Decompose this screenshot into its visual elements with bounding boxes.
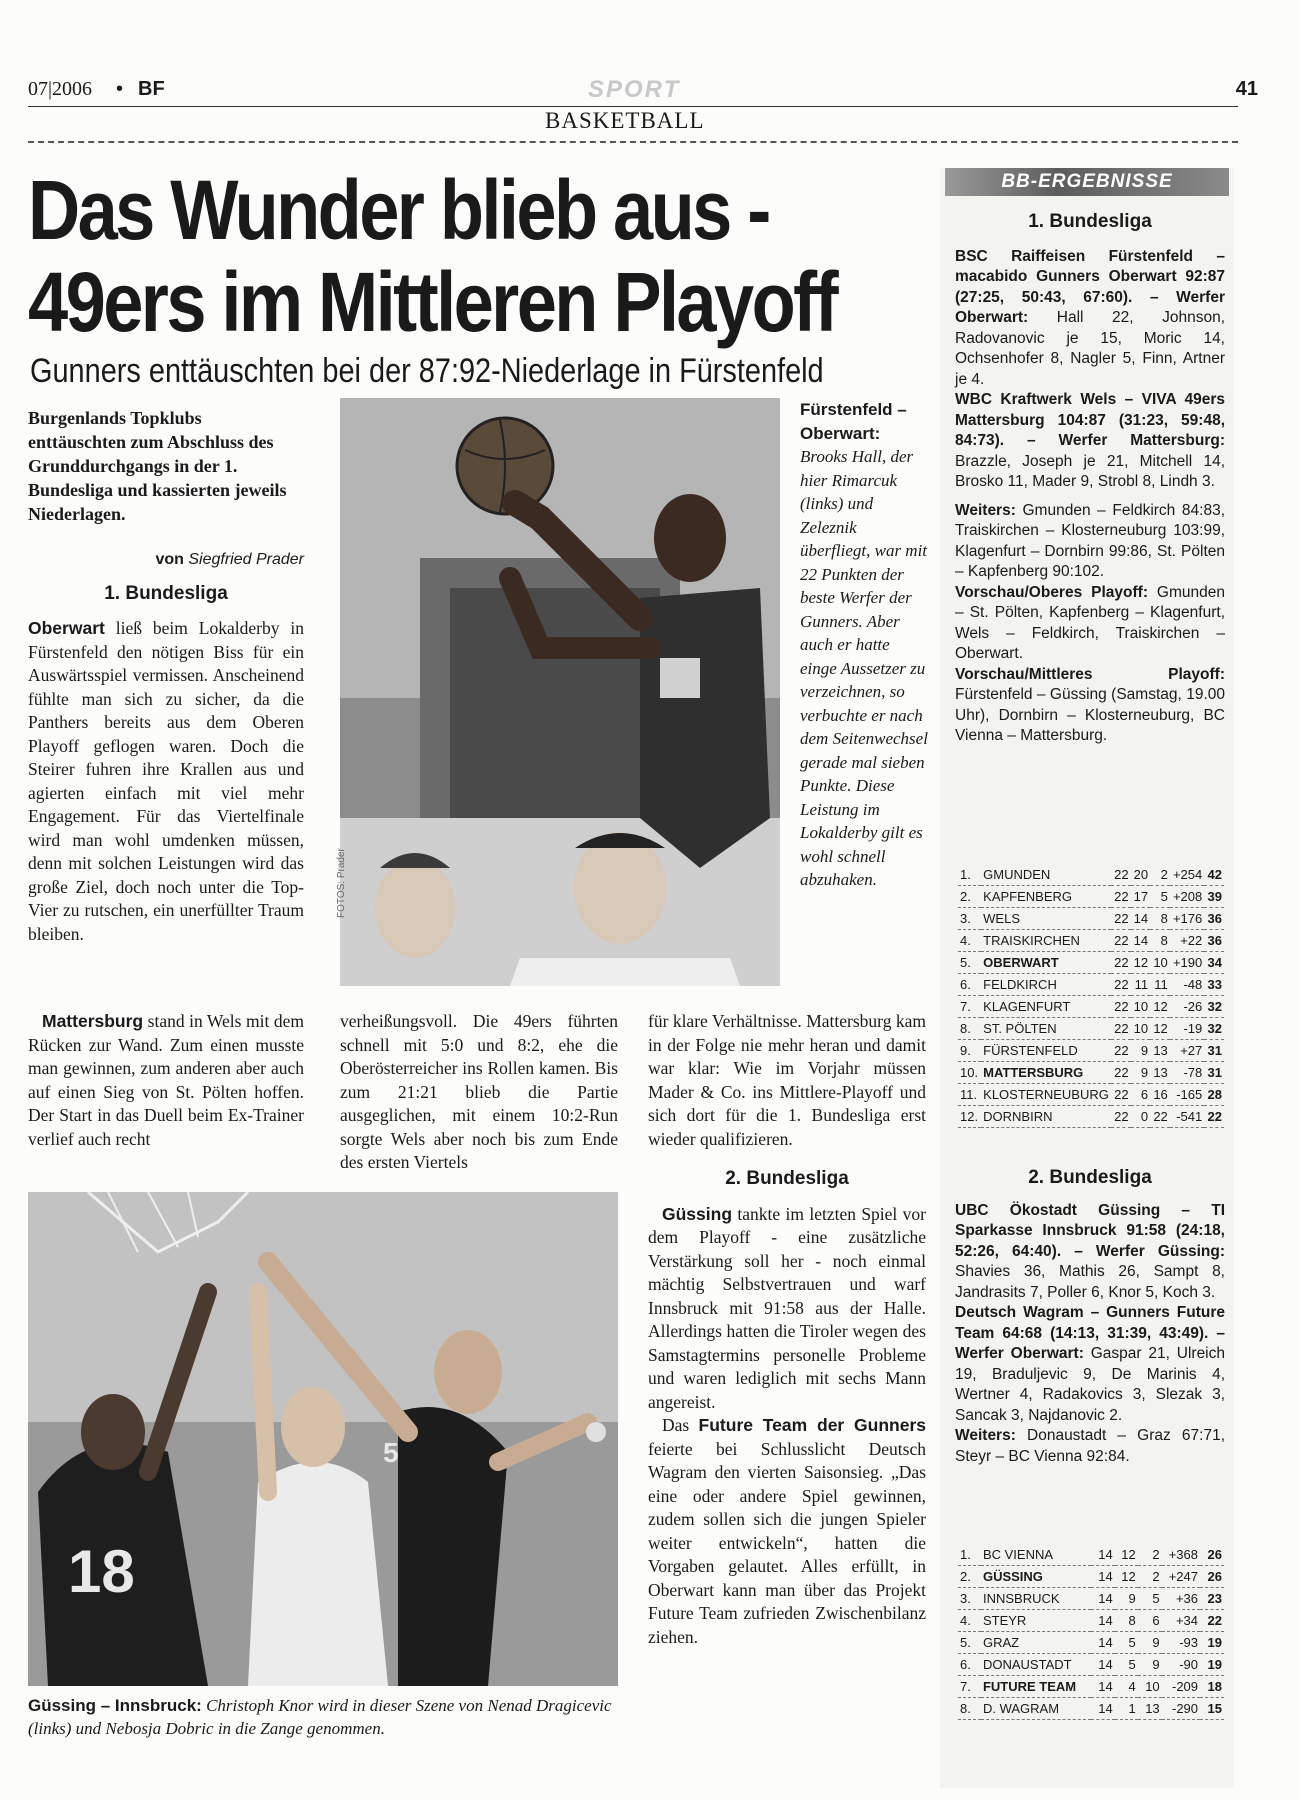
standings-row [958, 1654, 1224, 1676]
standings-cell-pts: 31 [1204, 1062, 1224, 1084]
standings-cell-gp: 22 [1111, 1106, 1131, 1128]
standings-cell-w: 9 [1131, 1040, 1151, 1062]
standings-cell-team: FELDKIRCH [981, 974, 1111, 996]
standings-cell-diff: +190 [1170, 952, 1204, 974]
rubric-rule [28, 141, 1238, 143]
standings-row [958, 1106, 1224, 1128]
standings-cell-rank: 4. [958, 930, 981, 952]
standings-cell-pts: 26 [1200, 1544, 1224, 1566]
byline-prefix: von [155, 551, 184, 568]
results-banner-title: BB-ERGEBNISSE [1001, 171, 1173, 192]
standings-cell-team: MATTERSBURG [981, 1062, 1111, 1084]
standings-cell-team: KLAGENFURT [981, 996, 1111, 1018]
standings-cell-diff: -26 [1170, 996, 1204, 1018]
photo-caption-1 [800, 398, 930, 892]
standings-cell-l: 12 [1150, 1018, 1170, 1040]
standings-cell-diff: +176 [1170, 908, 1204, 930]
standings-cell-team: DORNBIRN [981, 1106, 1111, 1128]
standings-cell-w: 10 [1131, 996, 1151, 1018]
standings-cell-gp: 22 [1111, 1018, 1131, 1040]
standings-cell-rank: 1. [958, 1544, 981, 1566]
article-col-3 [648, 1010, 926, 1649]
standings-cell-diff: -165 [1170, 1084, 1204, 1106]
standings-cell-pts: 32 [1204, 1018, 1224, 1040]
standings-cell-pts: 31 [1204, 1040, 1224, 1062]
standings-row [958, 1610, 1224, 1632]
result-weiters-2-text: Donaustadt – Graz 67:71, Steyr – BC Vienna 92:84. [955, 1427, 1225, 1465]
standings-cell-rank: 3. [958, 1588, 981, 1610]
standings-cell-w: 12 [1115, 1544, 1138, 1566]
photo-illustration-2 [28, 1192, 618, 1686]
result-vorschau-oben-text: Gmunden – St. Pölten, Kapfenberg – Klagenfurt, Wels – Feldkirch, Traiskirchen – Oberwart. [955, 583, 1225, 662]
standings-cell-pts: 19 [1200, 1632, 1224, 1654]
standings-cell-rank: 7. [958, 1676, 981, 1698]
standings-cell-pts: 42 [1204, 864, 1224, 886]
result-game-3-text: Shavies 36, Mathis 26, Sampt 8, Jandrasits 7, Poller 6, Knor 5, Koch 3. [955, 1263, 1225, 1301]
standings-row [958, 1566, 1224, 1588]
standings-cell-rank: 12. [958, 1106, 981, 1128]
result-vorschau-mitte-label: Vorschau/Mittleres Playoff: [955, 665, 1225, 683]
standings-cell-w: 14 [1131, 930, 1151, 952]
standings-cell-gp: 14 [1091, 1566, 1115, 1588]
masthead-bullet: • [116, 78, 124, 100]
standings-cell-rank: 6. [958, 974, 981, 996]
standings-cell-diff: -78 [1170, 1062, 1204, 1084]
masthead [28, 76, 1258, 108]
results-liga2-title: 2. Bundesliga [1028, 1167, 1152, 1188]
text-future-team: feierte bei Schlusslicht Deutsch Wagram den vierten Saisonsieg. „Das eine oder andere Spiel gewinnen, zudem sollen sich die jungen Spieler weiter entwickeln“, hatten die Vorgaben gelautet. Alles erfüllt, in Oberwart kann man über das Projekt Future Team zufrieden Zwischenbilanz ziehen. [648, 1438, 926, 1647]
result-game-1-text: Hall 22, Johnson, Radovanovic je 15, Moric 14, Ochsenhofer 8, Nagler 5, Finn, Artner je 4. [955, 309, 1225, 388]
standings-cell-rank: 4. [958, 1610, 981, 1632]
lead-future-team: Future Team der Gunners [698, 1415, 927, 1435]
standings-cell-rank: 6. [958, 1654, 981, 1676]
result-game-2-head: WBC Kraftwerk Wels – VIVA 49ers Mattersburg 104:87 (31:23, 59:48, 84:73). – Werfer Mattersburg: [955, 391, 1225, 449]
standings-cell-diff: -290 [1162, 1698, 1200, 1720]
standings-cell-gp: 14 [1091, 1698, 1115, 1720]
standings-cell-team: KAPFENBERG [981, 886, 1111, 908]
standings-cell-w: 0 [1131, 1106, 1151, 1128]
standings-cell-diff: +254 [1170, 864, 1204, 886]
standings-cell-rank: 8. [958, 1018, 981, 1040]
jersey-number-5: 5 [383, 1437, 399, 1468]
result-game-3 [955, 1201, 1225, 1304]
standings-cell-gp: 14 [1091, 1610, 1115, 1632]
standings-cell-w: 6 [1131, 1084, 1151, 1106]
article-col-2 [340, 1010, 618, 1175]
standings-cell-diff: -19 [1170, 1018, 1204, 1040]
standings-cell-diff: -90 [1162, 1654, 1200, 1676]
standings-cell-w: 10 [1131, 1018, 1151, 1040]
standings-cell-w: 9 [1131, 1062, 1151, 1084]
result-game-1-head: BSC Raiffeisen Fürstenfeld – macabido Gunners Oberwart 92:87 (27:25, 50:43, 67:60). – Werfer Oberwart: [955, 247, 1225, 326]
text-guessing: tankte im letzten Spiel vor dem Playoff - eine zusätzliche Verstärkung soll her - noch einmal mächtig Selbstvertrauen und warf Innsbruck mit 91:58 aus der Halle. Allerdings hatten die Tiroler wegen des Samstagtermins personelle Probleme und waren lediglich mit sechs Mann angereist. [648, 1203, 926, 1412]
standings-cell-gp: 22 [1111, 952, 1131, 974]
standings-row [958, 1040, 1224, 1062]
result-game-4-text: Gaspar 21, Ulreich 19, Braduljevic 9, De Marinis 4, Wertner 4, Radakovics 3, Slezak 3, Sancak 3, Najdanovic 2. [955, 1345, 1225, 1424]
standings-cell-pts: 22 [1204, 1106, 1224, 1128]
caption-1-title: Fürstenfeld – Oberwart: [800, 400, 907, 443]
standings-cell-w: 12 [1115, 1566, 1138, 1588]
standings-row [958, 996, 1224, 1018]
text-mattersburg-a: stand in Wels mit dem Rücken zur Wand. Zum einen musste man gewinnen, zum anderen aber auch auf einen Sieg von St. Pölten hoffen. Der Start in das Duell beim Ex-Trainer verlief auch recht [28, 1011, 304, 1149]
standings-cell-pts: 23 [1200, 1588, 1224, 1610]
standings-cell-rank: 10. [958, 1062, 981, 1084]
result-weiters-1-text: Gmunden – Feldkirch 84:83, Traiskirchen – Klosterneuburg 103:99, Klagenfurt – Dornbirn 99:86, St. Pölten – Kapfenberg 90:102. [955, 501, 1225, 580]
standings-cell-pts: 19 [1200, 1654, 1224, 1676]
paper-name: BF [138, 78, 165, 100]
standings-cell-team: DONAUSTADT [981, 1654, 1091, 1676]
standings-cell-diff: -48 [1170, 974, 1204, 996]
standings-cell-diff: +34 [1162, 1610, 1200, 1632]
photo-fuerstenfeld-oberwart [336, 398, 780, 986]
standings-cell-l: 2 [1138, 1566, 1162, 1588]
standings-cell-team: TRAISKIRCHEN [981, 930, 1111, 952]
results-banner [945, 168, 1229, 196]
result-weiters-2-label: Weiters: [955, 1427, 1016, 1444]
standings-cell-pts: 34 [1204, 952, 1224, 974]
standings-cell-diff: -541 [1170, 1106, 1204, 1128]
standings-cell-team: FUTURE TEAM [981, 1676, 1091, 1698]
standings-cell-w: 4 [1115, 1676, 1138, 1698]
standings-cell-w: 9 [1115, 1588, 1138, 1610]
text-mattersburg-c: für klare Verhältnisse. Mattersburg kam in der Folge nie mehr heran und damit war klar: Wie im Vorjahr müssen Mader & Co. ins Mittlere-Playoff und sich dort für die 1. Bundesliga erst wieder qualifizieren. [648, 1011, 926, 1149]
photo-illustration-1 [340, 398, 780, 986]
subtitle: Gunners enttäuschten bei der 87:92-Niederlage in Fürstenfeld [30, 352, 824, 390]
standings-cell-w: 1 [1115, 1698, 1138, 1720]
text-mattersburg-b: verheißungsvoll. Die 49ers führten schnell mit 5:0 und 8:2, ehe die Oberösterreicher ins Rollen kamen. Bis zum 21:21 blieb die Partie ausgeglichen, mit einem 10:2-Run sorgte Wels aber noch bis zum Ende des ersten Viertels [340, 1011, 618, 1172]
standings-cell-gp: 22 [1111, 1040, 1131, 1062]
standings-cell-l: 16 [1150, 1084, 1170, 1106]
byline-name: Siegfried Prader [188, 551, 304, 568]
result-game-2 [955, 390, 1225, 493]
caption-2-title: Güssing – Innsbruck: [28, 1696, 202, 1715]
standings-cell-gp: 14 [1091, 1544, 1115, 1566]
standings-cell-diff: +208 [1170, 886, 1204, 908]
standings-cell-team: GMUNDEN [981, 864, 1111, 886]
photo-caption-2 [28, 1694, 618, 1740]
photo-credit: FOTOS: Prader [336, 848, 347, 918]
result-game-3-head: UBC Ökostadt Güssing – TI Sparkasse Innsbruck 91:58 (24:18, 52:26, 64:40). – Werfer Güssing: [955, 1201, 1225, 1260]
standings-row [958, 908, 1224, 930]
standings-table-1 [958, 864, 1224, 1128]
byline [28, 548, 304, 572]
standings-cell-rank: 1. [958, 864, 981, 886]
standings-cell-rank: 5. [958, 952, 981, 974]
standings-cell-team: BC VIENNA [981, 1544, 1091, 1566]
article-col-1b [28, 1010, 304, 1151]
standings-cell-team: D. WAGRAM [981, 1698, 1091, 1720]
standings-cell-diff: +27 [1170, 1040, 1204, 1062]
standings-cell-rank: 8. [958, 1698, 981, 1720]
result-game-2-text: Brazzle, Joseph je 21, Mitchell 14, Brosko 11, Mader 9, Strobl 8, Lindh 3. [955, 452, 1225, 490]
caption-1-text: Brooks Hall, der hier Rimarcuk (links) und Zeleznik überfliegt, war mit 22 Punkten der beste Werfer der Gunners. Aber auch er hatte einge Aussetzer zu verzeichnen, so verbuchte er nach dem Seitenwechsel gerade mal sieben Punkte. Diese Leistung im Lokalderby gilt es wohl schnell abzuhaken. [800, 447, 928, 889]
caption-2-text: Christoph Knor wird in dieser Szene von Nenad Dragicevic (links) und Nebosja Dobric in die Zange genommen. [28, 1696, 612, 1738]
standings-cell-l: 5 [1138, 1588, 1162, 1610]
standings-cell-pts: 36 [1204, 930, 1224, 952]
standings-cell-l: 2 [1150, 864, 1170, 886]
standings-cell-team: GÜSSING [981, 1566, 1091, 1588]
lead-oberwart: Oberwart [28, 618, 105, 638]
standings-cell-l: 10 [1138, 1676, 1162, 1698]
headline-line1: Das Wunder blieb aus - [28, 163, 769, 257]
standings-row [958, 930, 1224, 952]
standings-cell-rank: 5. [958, 1632, 981, 1654]
standings-cell-gp: 22 [1111, 864, 1131, 886]
standings-cell-team: OBERWART [981, 952, 1111, 974]
standings-cell-gp: 22 [1111, 930, 1131, 952]
subhead-2-bundesliga: 2. Bundesliga [725, 1168, 849, 1189]
standings-cell-gp: 22 [1111, 974, 1131, 996]
subhead-1-bundesliga: 1. Bundesliga [104, 582, 228, 604]
standings-cell-pts: 39 [1204, 886, 1224, 908]
standings-cell-w: 5 [1115, 1654, 1138, 1676]
jersey-number-18: 18 [68, 1538, 135, 1605]
result-vorschau-oben-label: Vorschau/Oberes Playoff: [955, 583, 1148, 601]
standings-row [958, 1062, 1224, 1084]
standings-cell-team: GRAZ [981, 1632, 1091, 1654]
result-game-4 [955, 1303, 1225, 1426]
results-block-1 [955, 212, 1225, 747]
standings-cell-l: 8 [1150, 930, 1170, 952]
standings-cell-team: WELS [981, 908, 1111, 930]
masthead-rule [28, 106, 1238, 107]
standings-cell-pts: 28 [1204, 1084, 1224, 1106]
result-weiters-1 [955, 501, 1225, 583]
section-name: SPORT [588, 76, 681, 103]
pre-future-team: Das [662, 1415, 699, 1435]
standings-row [958, 1632, 1224, 1654]
standings-cell-l: 8 [1150, 908, 1170, 930]
standings-row [958, 1698, 1224, 1720]
standings-row [958, 1676, 1224, 1698]
standings-cell-gp: 14 [1091, 1632, 1115, 1654]
standings-cell-pts: 22 [1200, 1610, 1224, 1632]
headline-line2: 49ers im Mittleren Playoff [28, 255, 837, 349]
standings-cell-l: 9 [1138, 1632, 1162, 1654]
standings-cell-l: 10 [1150, 952, 1170, 974]
standings-cell-rank: 7. [958, 996, 981, 1018]
standings-cell-gp: 22 [1111, 1062, 1131, 1084]
standings-cell-diff: +36 [1162, 1588, 1200, 1610]
standings-cell-pts: 32 [1204, 996, 1224, 1018]
results-liga1-title: 1. Bundesliga [1028, 211, 1152, 232]
result-vorschau-mitte [955, 665, 1225, 747]
standings-cell-l: 2 [1138, 1544, 1162, 1566]
lead-mattersburg: Mattersburg [42, 1011, 144, 1031]
standings-cell-team: INNSBRUCK [981, 1588, 1091, 1610]
standings-cell-gp: 22 [1111, 1084, 1131, 1106]
paragraph-guessing [648, 1203, 926, 1415]
result-vorschau-mitte-text: Fürstenfeld – Güssing (Samstag, 19.00 Uhr), Dornbirn – Klosterneuburg, BC Vienna – Mattersburg. [955, 686, 1225, 744]
standings-cell-team: STEYR [981, 1610, 1091, 1632]
standings-row [958, 864, 1224, 886]
standings-cell-team: FÜRSTENFELD [981, 1040, 1111, 1062]
standings-cell-l: 13 [1150, 1040, 1170, 1062]
standings-cell-gp: 14 [1091, 1588, 1115, 1610]
standings-cell-w: 12 [1131, 952, 1151, 974]
photo-guessing-innsbruck [28, 1192, 618, 1686]
page-number: 41 [1235, 78, 1258, 100]
article-col-1 [28, 406, 304, 946]
results-block-2 [955, 1168, 1225, 1467]
standings-cell-w: 8 [1115, 1610, 1138, 1632]
standings-cell-diff: -209 [1162, 1676, 1200, 1698]
standings-liga1 [958, 864, 1224, 1128]
standings-cell-diff: +22 [1170, 930, 1204, 952]
standings-row [958, 1544, 1224, 1566]
standings-table-2 [958, 1544, 1224, 1720]
standings-cell-l: 22 [1150, 1106, 1170, 1128]
standings-cell-diff: +368 [1162, 1544, 1200, 1566]
standings-cell-pts: 36 [1204, 908, 1224, 930]
standings-cell-rank: 9. [958, 1040, 981, 1062]
standings-cell-w: 5 [1115, 1632, 1138, 1654]
standings-row [958, 1018, 1224, 1040]
standings-cell-w: 17 [1131, 886, 1151, 908]
standings-cell-gp: 22 [1111, 908, 1131, 930]
standings-cell-gp: 22 [1111, 886, 1131, 908]
standings-cell-l: 11 [1150, 974, 1170, 996]
standings-cell-w: 14 [1131, 908, 1151, 930]
lead-guessing: Güssing [662, 1203, 733, 1224]
standings-cell-pts: 26 [1200, 1566, 1224, 1588]
standings-cell-gp: 14 [1091, 1676, 1115, 1698]
result-vorschau-oben [955, 583, 1225, 665]
standings-cell-rank: 3. [958, 908, 981, 930]
paragraph-future-team [648, 1414, 926, 1649]
standings-cell-team: ST. PÖLTEN [981, 1018, 1111, 1040]
standings-cell-l: 13 [1150, 1062, 1170, 1084]
standings-cell-pts: 15 [1200, 1698, 1224, 1720]
standings-cell-diff: +247 [1162, 1566, 1200, 1588]
standings-cell-pts: 18 [1200, 1676, 1224, 1698]
standings-cell-l: 13 [1138, 1698, 1162, 1720]
standings-cell-gp: 14 [1091, 1654, 1115, 1676]
standings-cell-rank: 2. [958, 1566, 981, 1588]
result-game-1 [955, 247, 1225, 391]
standings-cell-team: KLOSTERNEUBURG [981, 1084, 1111, 1106]
standings-cell-diff: -93 [1162, 1632, 1200, 1654]
standings-cell-l: 6 [1138, 1610, 1162, 1632]
standings-row [958, 886, 1224, 908]
standings-row [958, 952, 1224, 974]
standings-cell-w: 20 [1131, 864, 1151, 886]
standings-cell-l: 5 [1150, 886, 1170, 908]
standings-cell-l: 12 [1150, 996, 1170, 1018]
standings-row [958, 1084, 1224, 1106]
result-game-4-head: Deutsch Wagram – Gunners Future Team 64:68 (14:13, 31:39, 43:49). – Werfer Oberwart: [955, 1304, 1225, 1362]
standings-liga2 [958, 1544, 1224, 1720]
standings-cell-w: 11 [1131, 974, 1151, 996]
result-weiters-2 [955, 1426, 1225, 1467]
text-oberwart: ließ beim Lokalderby in Fürstenfeld den nötigen Biss für ein Auswärtsspiel vermissen. Anscheinend fühlte man sich zu sicher, da die Panthers bereits aus dem Oberen Playoff geflogen waren. Doch die Steirer fuhren ihre Krallen aus und agierten einfach mit viel mehr Engagement. Für das Viertelfinale wird man wohl umdenken müssen, denn mit solchen Leistungen wird das große Ziel, doch noch unter die Top-Vier zu rutschen, ein unerfüllter Traum bleiben. [28, 618, 304, 944]
standings-cell-rank: 2. [958, 886, 981, 908]
standings-cell-gp: 22 [1111, 996, 1131, 1018]
result-weiters-1-label: Weiters: [955, 501, 1016, 519]
standings-cell-rank: 11. [958, 1084, 981, 1106]
article-lead: Burgenlands Topklubs enttäuschten zum Abschluss des Grunddurchgangs in der 1. Bundesliga und kassierten jeweils Niederlagen. [28, 408, 287, 524]
rubric: BASKETBALL [545, 108, 705, 133]
paragraph-oberwart [28, 617, 304, 946]
standings-row [958, 974, 1224, 996]
paragraph-mattersburg-a [28, 1010, 304, 1151]
standings-row [958, 1588, 1224, 1610]
issue-date: 07|2006 [28, 78, 93, 100]
standings-cell-pts: 33 [1204, 974, 1224, 996]
standings-cell-l: 9 [1138, 1654, 1162, 1676]
